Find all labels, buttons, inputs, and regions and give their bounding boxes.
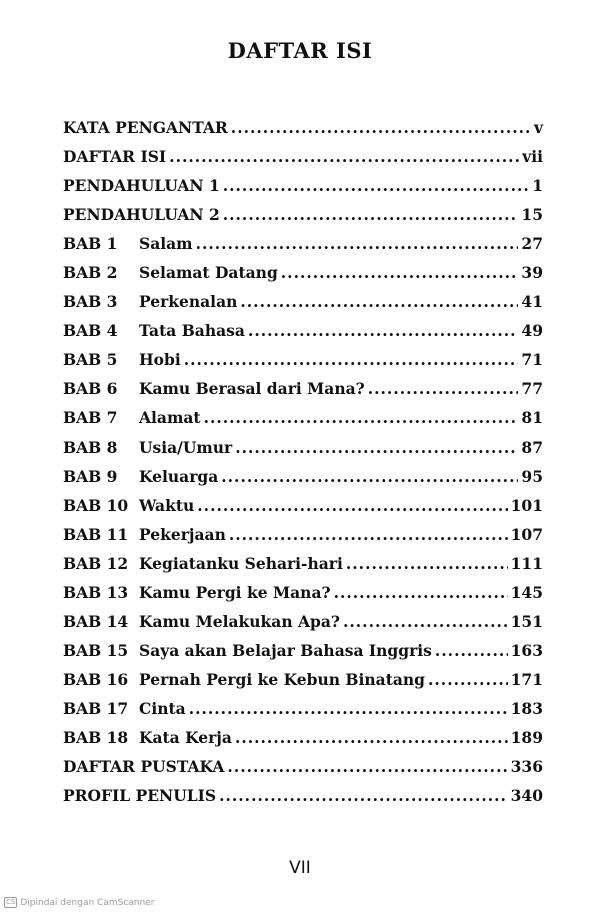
dot-leader: [435, 641, 508, 660]
toc-entry-page: 101: [510, 495, 543, 515]
toc-entry-label-group: [63, 408, 201, 427]
dot-leader: [219, 786, 508, 805]
chapter-number: BAB 1: [63, 234, 118, 254]
toc-entry: [63, 496, 543, 525]
chapter-number: BAB 2: [63, 263, 118, 283]
toc-entry-label-group: [63, 292, 237, 311]
dot-leader: [197, 496, 507, 515]
toc-entry: [63, 699, 543, 728]
toc-entry-page: 145: [510, 582, 543, 602]
toc-entry-page: 111: [510, 553, 543, 573]
toc-entry-page: 183: [510, 698, 543, 718]
chapter-number: BAB 7: [63, 408, 118, 428]
toc-entry-title: DAFTAR PUSTAKA: [63, 757, 225, 777]
toc-entry-label-group: [63, 350, 181, 369]
toc-entry-label-group: [63, 612, 340, 631]
toc-entry-title: Perkenalan: [139, 292, 238, 312]
toc-entry-title: Kamu Berasal dari Mana?: [139, 379, 365, 399]
toc-entry: [63, 205, 543, 234]
toc-entry: [63, 321, 543, 350]
dot-leader: [248, 321, 519, 340]
toc-entry-title: Selamat Datang: [139, 263, 278, 283]
toc-entry-label-group: [63, 234, 193, 253]
dot-leader: [204, 408, 519, 427]
toc-entry-label-group: [63, 728, 232, 747]
toc-entry-title: Kamu Pergi ke Mana?: [139, 582, 331, 602]
toc-entry-label-group: [63, 583, 331, 602]
toc-entry-page: 189: [510, 727, 543, 747]
toc-entry-page: 151: [510, 611, 543, 631]
chapter-number: BAB 3: [63, 292, 118, 312]
toc-entry-title: Salam: [139, 234, 193, 254]
toc-entry-page: 95: [521, 466, 543, 486]
toc-entry-page: 77: [521, 379, 543, 399]
toc-entry-label-group: [63, 699, 186, 718]
chapter-number: BAB 12: [63, 553, 129, 573]
toc-entry-title: Pekerjaan: [139, 524, 226, 544]
chapter-number: BAB 6: [63, 379, 118, 399]
toc-entry-label-group: [63, 554, 343, 573]
toc-entry-label-group: [63, 205, 220, 224]
toc-entry: [63, 554, 543, 583]
page-title: DAFTAR ISI: [227, 38, 373, 63]
toc-entry-title: PENDAHULUAN 1: [63, 176, 220, 196]
toc-entry-page: vii: [522, 147, 543, 167]
toc-entry-title: Alamat: [139, 408, 201, 428]
chapter-number: BAB 14: [63, 611, 129, 631]
watermark-text: Dipindai dengan CamScanner: [20, 897, 155, 908]
toc-entry-label-group: [63, 670, 425, 689]
toc-entry: [63, 525, 543, 554]
toc-entry-page: 107: [510, 524, 543, 544]
dot-leader: [229, 525, 508, 544]
toc-entry-page: 163: [510, 640, 543, 660]
dot-leader: [343, 612, 508, 631]
table-of-contents: [63, 118, 543, 815]
dot-leader: [231, 118, 531, 137]
toc-entry-label-group: [63, 147, 166, 166]
toc-entry-page: 171: [510, 669, 543, 689]
toc-entry: [63, 292, 543, 321]
toc-entry-label-group: [63, 525, 226, 544]
dot-leader: [428, 670, 508, 689]
dot-leader: [235, 728, 508, 747]
toc-entry-page: 27: [521, 234, 543, 254]
toc-entry: [63, 263, 543, 292]
toc-entry-title: Kata Kerja: [139, 727, 232, 747]
toc-entry-title: Hobi: [139, 350, 181, 370]
toc-entry: [63, 583, 543, 612]
toc-entry-title: PENDAHULUAN 2: [63, 205, 220, 225]
toc-entry-page: 15: [521, 205, 543, 225]
toc-entry: [63, 757, 543, 786]
toc-entry-title: PROFIL PENULIS: [63, 786, 217, 806]
chapter-number: BAB 4: [63, 321, 118, 341]
toc-entry-page: 49: [521, 321, 543, 341]
toc-entry-page: 71: [521, 350, 543, 370]
chapter-number: BAB 10: [63, 495, 129, 515]
toc-entry-page: 340: [510, 786, 543, 806]
toc-entry: [63, 350, 543, 379]
dot-leader: [235, 438, 518, 457]
chapter-number: BAB 8: [63, 437, 118, 457]
camscanner-logo-icon: CS: [6, 898, 16, 906]
toc-entry: [63, 612, 543, 641]
dot-leader: [169, 147, 519, 166]
chapter-number: BAB 11: [63, 524, 129, 544]
toc-entry-label-group: [63, 467, 218, 486]
toc-entry-label-group: [63, 176, 220, 195]
dot-leader: [281, 263, 519, 282]
dot-leader: [223, 205, 519, 224]
chapter-number: BAB 15: [63, 640, 129, 660]
toc-entry: [63, 641, 543, 670]
toc-entry: [63, 467, 543, 496]
toc-entry: [63, 786, 543, 815]
chapter-number: BAB 17: [63, 698, 129, 718]
toc-entry: [63, 379, 543, 408]
dot-leader: [196, 234, 519, 253]
toc-entry: [63, 728, 543, 757]
dot-leader: [334, 583, 508, 602]
toc-entry: [63, 234, 543, 263]
dot-leader: [227, 757, 507, 776]
toc-entry: [63, 438, 543, 467]
chapter-number: BAB 18: [63, 727, 129, 747]
toc-entry: [63, 670, 543, 699]
toc-entry: [63, 176, 543, 205]
toc-entry-label-group: [63, 496, 194, 515]
toc-entry-page: 87: [521, 437, 543, 457]
toc-entry-title: KATA PENGANTAR: [63, 118, 228, 137]
toc-entry-page: 41: [521, 292, 543, 312]
dot-leader: [184, 350, 519, 369]
page-number: VII: [289, 858, 311, 878]
toc-entry: [63, 118, 543, 147]
toc-entry-title: DAFTAR ISI: [63, 147, 167, 167]
toc-entry-title: Saya akan Belajar Bahasa Inggris: [139, 640, 432, 660]
dot-leader: [346, 554, 508, 573]
chapter-number: BAB 9: [63, 466, 118, 486]
toc-entry-page: 1: [532, 176, 543, 196]
toc-entry-title: Keluarga: [139, 466, 219, 486]
toc-entry-label-group: [63, 321, 245, 340]
toc-entry-label-group: [63, 263, 278, 282]
toc-entry-page: v: [533, 118, 543, 137]
dot-leader: [240, 292, 518, 311]
toc-entry-title: Kamu Melakukan Apa?: [139, 611, 340, 631]
toc-entry-page: 39: [521, 263, 543, 283]
toc-entry-label-group: [63, 641, 432, 660]
toc-entry-title: Waktu: [139, 495, 195, 515]
toc-entry-label-group: [63, 786, 216, 805]
dot-leader: [189, 699, 508, 718]
toc-entry-label-group: [63, 379, 365, 398]
toc-entry-page: 81: [521, 408, 543, 428]
toc-entry-title: Cinta: [139, 698, 186, 718]
toc-entry: [63, 408, 543, 437]
toc-entry-title: Pernah Pergi ke Kebun Binatang: [139, 669, 426, 689]
toc-entry-title: Kegiatanku Sehari-hari: [139, 553, 343, 573]
dot-leader: [223, 176, 529, 195]
dot-leader: [368, 379, 519, 398]
toc-entry-page: 336: [510, 757, 543, 777]
chapter-number: BAB 16: [63, 669, 129, 689]
toc-entry-title: Tata Bahasa: [139, 321, 245, 341]
toc-entry-label-group: [63, 118, 228, 137]
chapter-number: BAB 13: [63, 582, 129, 602]
chapter-number: BAB 5: [63, 350, 118, 370]
scanner-watermark: [4, 897, 154, 908]
toc-entry: [63, 147, 543, 176]
toc-entry-label-group: [63, 438, 232, 457]
toc-entry-title: Usia/Umur: [139, 437, 233, 457]
toc-entry-label-group: [63, 757, 224, 776]
dot-leader: [221, 467, 518, 486]
